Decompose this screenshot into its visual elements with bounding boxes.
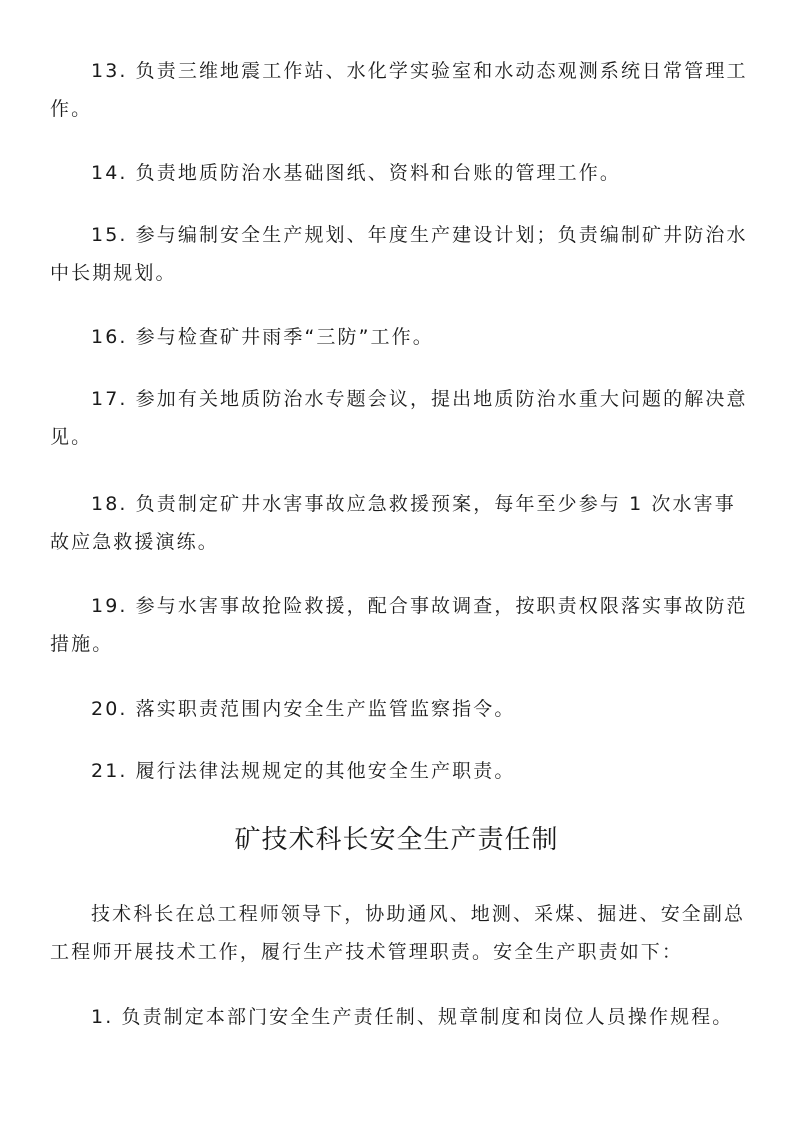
duty-item-13: 13. 负责三维地震工作站、水化学实验室和水动态观测系统日常管理工作。 [50, 60, 748, 120]
duty-item-16: 16. 参与检查矿井雨季“三防”工作。 [91, 326, 434, 348]
duty-item-18: 18. 负责制定矿井水害事故应急救援预案，每年至少参与 1 次水害事故应急救援演练。 [50, 493, 736, 553]
duty-item-19: 19. 参与水害事故抢险救援，配合事故调查，按职责权限落实事故防范措施。 [50, 595, 748, 655]
duty-item-21: 21. 履行法律法规规定的其他安全生产职责。 [91, 760, 516, 782]
section-title: 矿技术科长安全生产责任制 [234, 825, 559, 855]
intro-paragraph: 技术科长在总工程师领导下，协助通风、地测、采煤、掘进、安全副总工程师开展技术工作，履行生产技术管理职责。安全生产职责如下： [50, 903, 746, 963]
duty-item-14: 14. 负责地质防治水基础图纸、资料和台账的管理工作。 [91, 162, 621, 184]
duty-item-17: 17. 参加有关地质防治水专题会议，提出地质防治水重大问题的解决意见。 [50, 388, 748, 448]
duty-item-15: 15. 参与编制安全生产规划、年度生产建设计划；负责编制矿井防治水中长期规划。 [50, 224, 748, 284]
duty-item-1: 1. 负责制定本部门安全生产责任制、规章制度和岗位人员操作规程。 [91, 1006, 734, 1028]
duty-item-20: 20. 落实职责范围内安全生产监管监察指令。 [91, 698, 516, 720]
